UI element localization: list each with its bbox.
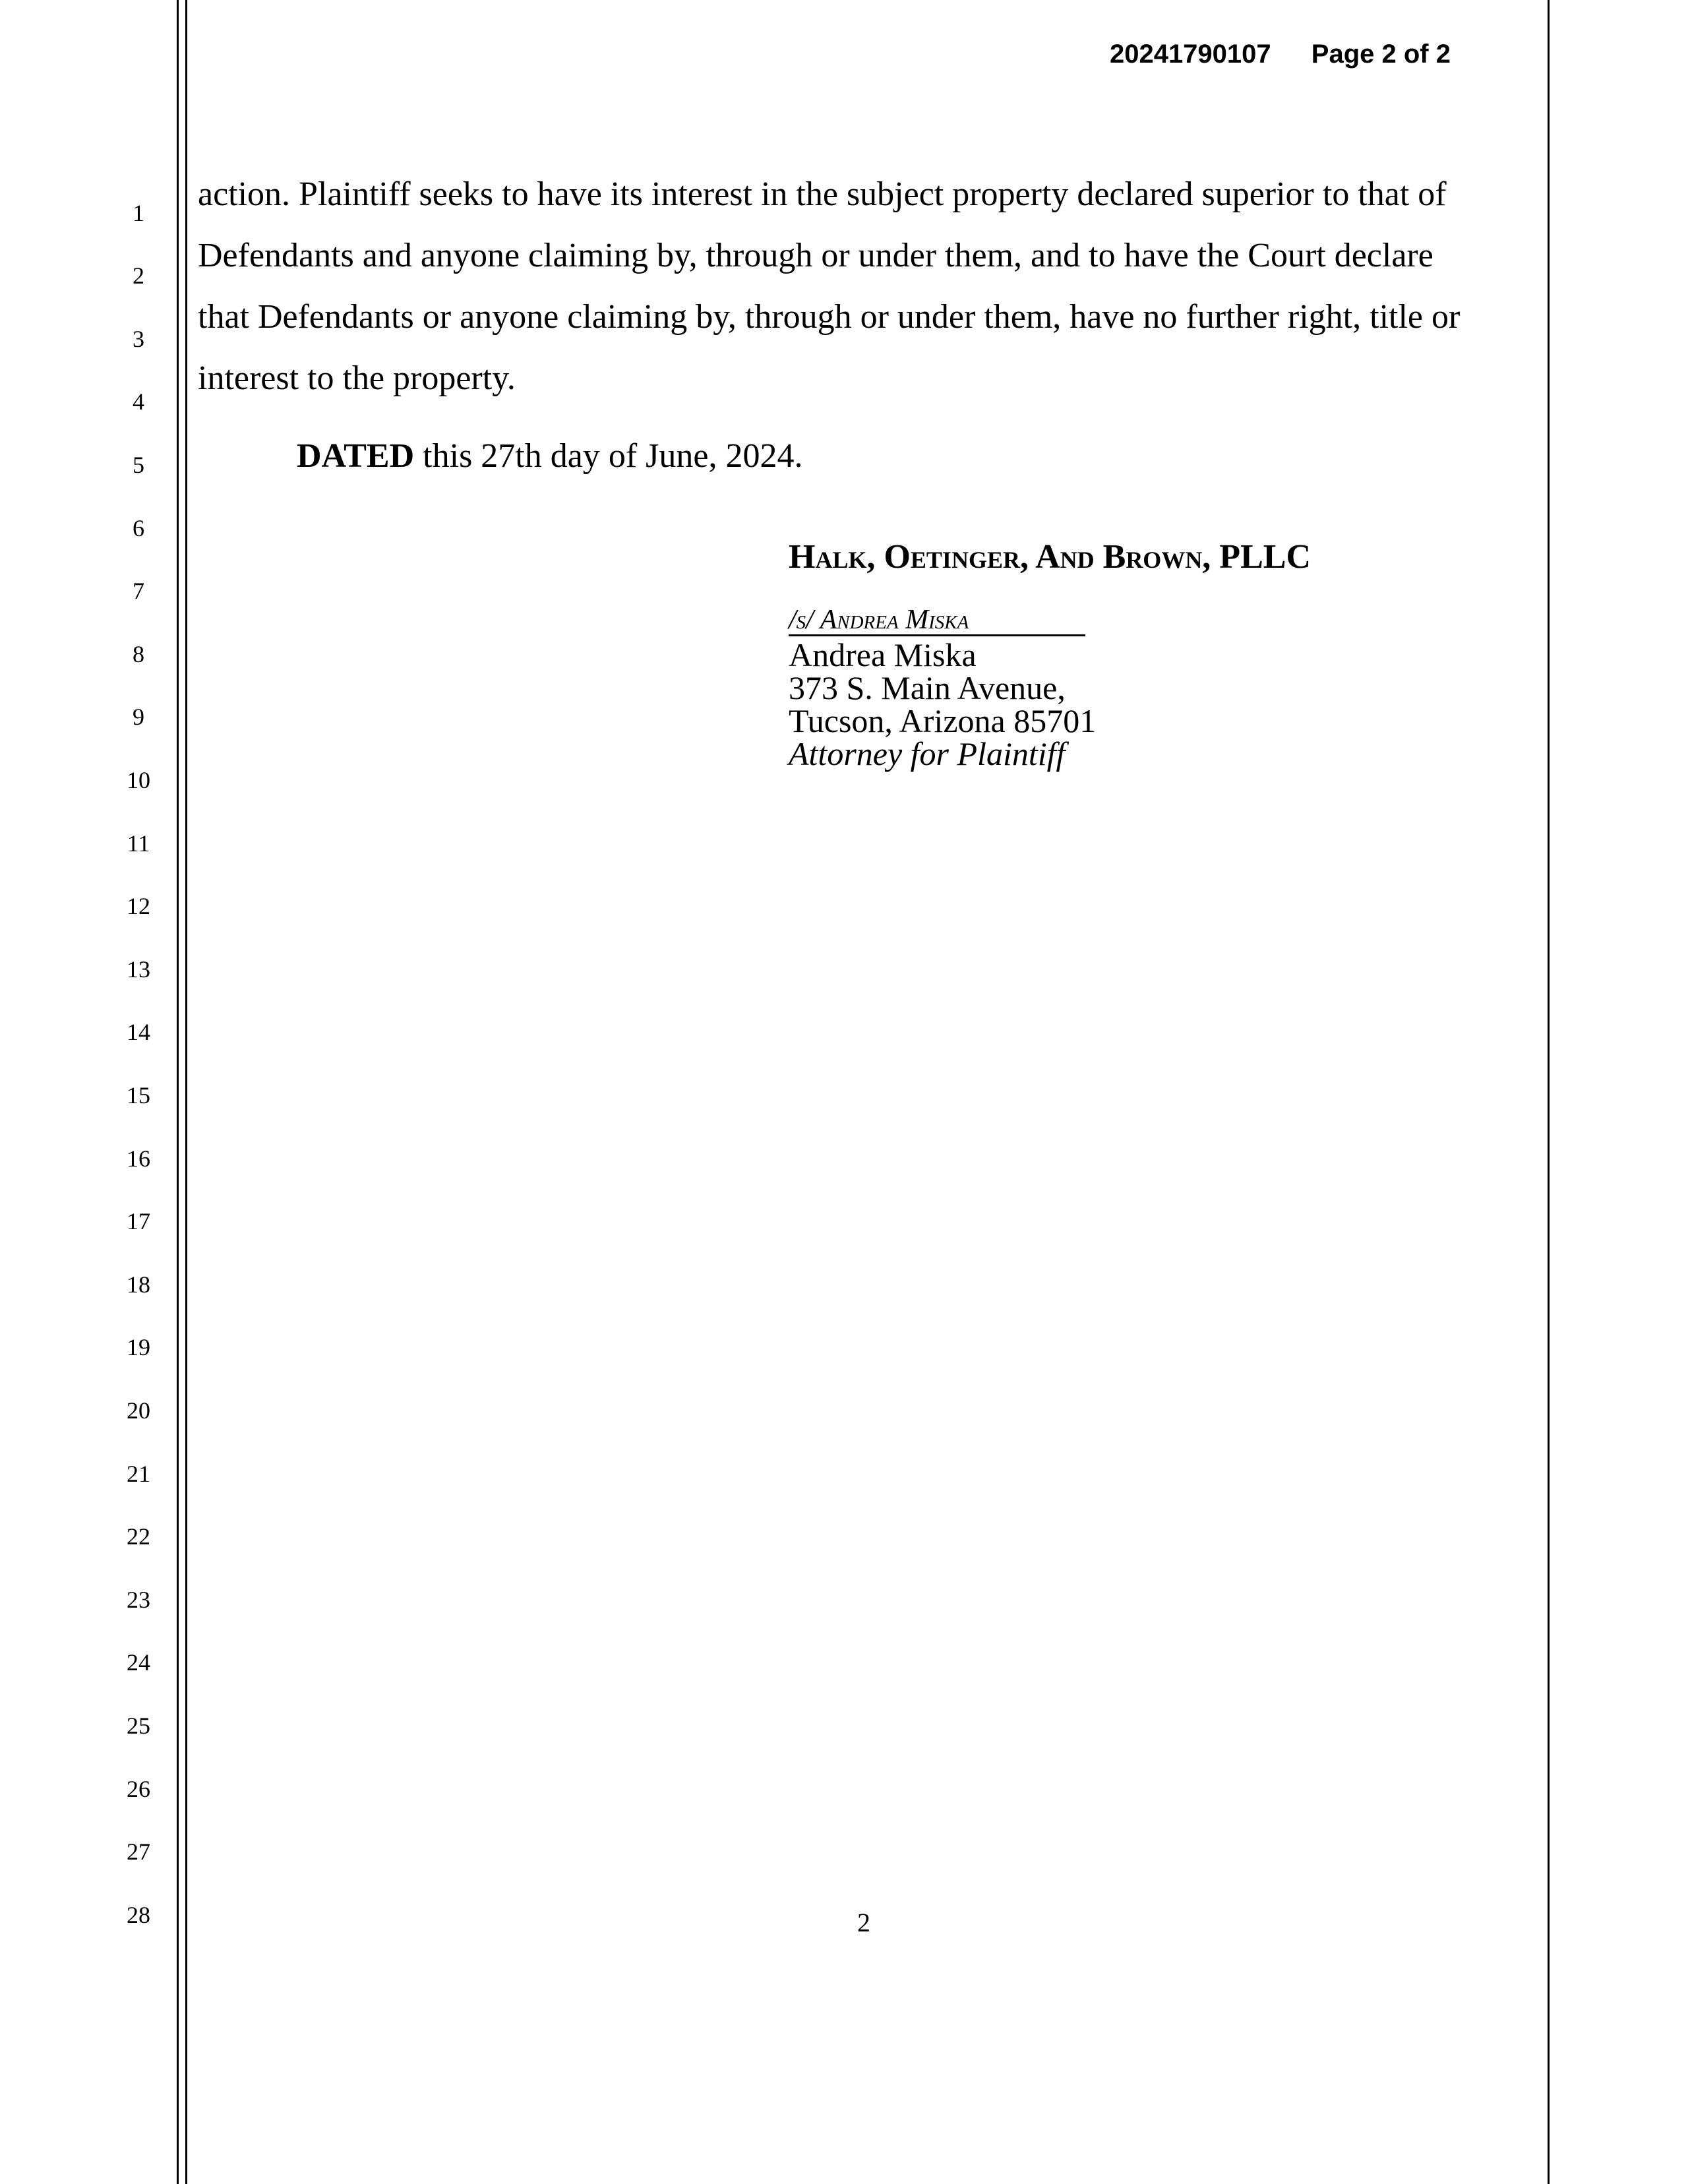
- line-number: 20: [127, 1397, 150, 1424]
- line-number: 3: [133, 326, 144, 352]
- left-margin-rule-outer: [177, 0, 179, 2184]
- paragraph-line: that Defendants or anyone claiming by, through or under them, have no further right, title or: [198, 298, 1461, 336]
- line-number: 1: [133, 200, 144, 226]
- paragraph-line: interest to the property.: [198, 359, 516, 397]
- body-paragraph: [198, 164, 1517, 409]
- dated-line: [297, 437, 802, 475]
- signature-address-block: [789, 638, 1096, 770]
- attorney-name: Andrea Miska: [789, 636, 977, 673]
- left-margin-rule-inner: [185, 0, 187, 2184]
- line-number: 23: [127, 1587, 150, 1613]
- document-number: 20241790107: [1109, 40, 1271, 69]
- attorney-role: Attorney for Plaintiff: [789, 735, 1066, 772]
- firm-name: Halk, Oetinger, And Brown, PLLC: [789, 538, 1311, 576]
- line-number: 12: [127, 893, 150, 919]
- line-number: 16: [127, 1145, 150, 1172]
- page-label: Page 2 of 2: [1311, 40, 1451, 69]
- address-line-2: Tucson, Arizona 85701: [789, 702, 1097, 739]
- line-number: 9: [133, 704, 144, 730]
- line-number: 28: [127, 1902, 150, 1928]
- paragraph-line: Defendants and anyone claiming by, through or under them, and to have the Court declare: [198, 237, 1433, 274]
- line-number: 7: [133, 578, 144, 604]
- line-number: 24: [127, 1649, 150, 1676]
- dated-label: DATED: [297, 437, 415, 475]
- line-number: 18: [127, 1271, 150, 1298]
- line-number: 19: [127, 1334, 150, 1360]
- line-number: 15: [127, 1082, 150, 1108]
- paragraph-line: action. Plaintiff seeks to have its interest in the subject property declared superior to that of: [198, 175, 1447, 213]
- line-number: 14: [127, 1019, 150, 1045]
- line-number: 26: [127, 1776, 150, 1802]
- line-number: 22: [127, 1523, 150, 1550]
- line-number: 4: [133, 388, 144, 415]
- line-number: 11: [127, 830, 150, 857]
- line-number: 2: [133, 262, 144, 289]
- page-header: [1110, 40, 1451, 69]
- dated-text: this 27th day of June, 2024.: [414, 437, 803, 475]
- line-number: 27: [127, 1838, 150, 1865]
- page-number: 2: [857, 1908, 870, 1937]
- line-number: 21: [127, 1461, 150, 1487]
- line-number: 5: [133, 452, 144, 478]
- line-number: 17: [127, 1208, 150, 1234]
- address-line-1: 373 S. Main Avenue,: [789, 669, 1066, 706]
- line-number: 8: [133, 641, 144, 667]
- line-number: 6: [133, 515, 144, 541]
- right-margin-rule: [1548, 0, 1550, 2184]
- line-number: 13: [127, 956, 150, 983]
- line-number: 10: [127, 767, 150, 793]
- electronic-signature: /s/ Andrea Miska: [789, 605, 1085, 636]
- line-number: 25: [127, 1713, 150, 1739]
